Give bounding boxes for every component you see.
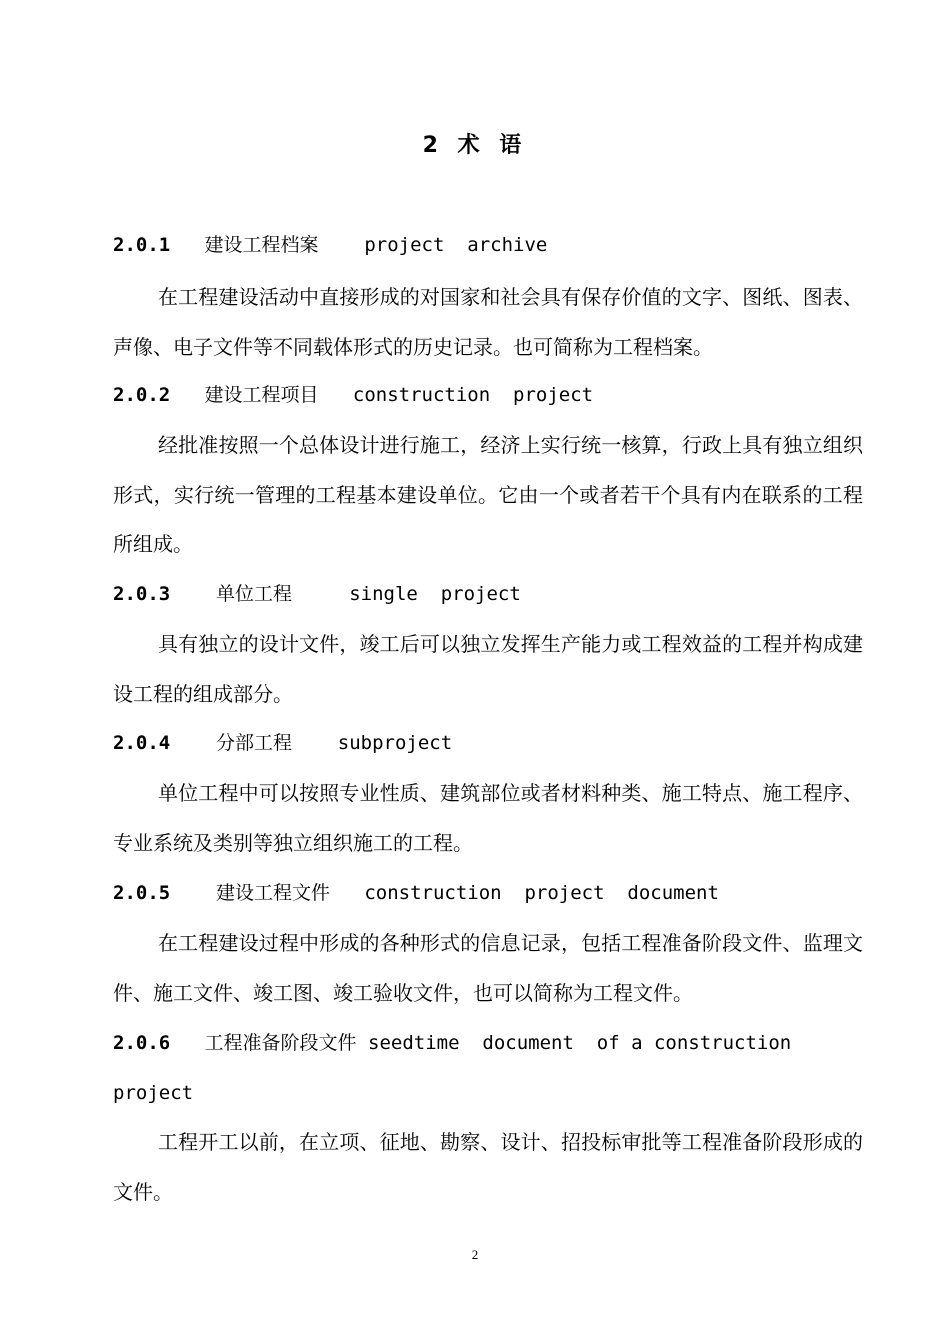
term-chinese: 单位工程	[215, 583, 292, 605]
term-chinese: 建设工程文件	[215, 882, 330, 904]
term-number: 2.0.3	[113, 583, 171, 605]
term-english: project archive	[364, 234, 548, 256]
term-english: construction project document	[364, 882, 719, 904]
term-number: 2.0.5	[113, 882, 171, 904]
term-english: single project	[349, 583, 521, 605]
term-heading	[113, 579, 853, 609]
term-definition: 单位工程中可以按照专业性质、建筑部位或者材料种类、施工特点、施工程序、专业系统及类别等独立组织施工的工程。	[113, 781, 863, 855]
term-heading	[113, 1028, 853, 1058]
term-number: 2.0.4	[113, 732, 171, 754]
term-number: 2.0.2	[113, 384, 171, 406]
term-chinese: 建设工程档案	[204, 234, 319, 256]
term-chinese: 分部工程	[215, 732, 292, 754]
term-number: 2.0.6	[113, 1032, 171, 1054]
section-title: 2 术 语	[422, 133, 528, 158]
term-heading	[113, 230, 853, 260]
term-chinese: 建设工程项目	[204, 384, 319, 406]
term-english: seedtime document of a construction	[368, 1032, 792, 1054]
page-number: 2	[471, 1247, 479, 1262]
term-chinese: 工程准备阶段文件	[204, 1032, 357, 1054]
term-definition: 工程开工以前，在立项、征地、勘察、设计、招投标审批等工程准备阶段形成的文件。	[113, 1130, 863, 1204]
term-heading	[113, 728, 853, 758]
term-definition: 在工程建设过程中形成的各种形式的信息记录，包括工程准备阶段文件、监理文件、施工文件、竣工图、竣工验收文件，也可以简称为工程文件。	[113, 931, 863, 1005]
term-english: subproject	[337, 732, 453, 754]
term-english: construction project	[352, 384, 594, 406]
term-english-continuation: project	[113, 1082, 194, 1104]
term-heading	[113, 878, 853, 908]
term-heading	[113, 380, 853, 410]
term-number: 2.0.1	[113, 234, 171, 256]
term-definition: 具有独立的设计文件，竣工后可以独立发挥生产能力或工程效益的工程并构成建设工程的组成部分。	[113, 632, 863, 706]
term-definition: 经批准按照一个总体设计进行施工，经济上实行统一核算，行政上具有独立组织形式，实行统一管理的工程基本建设单位。它由一个或者若干个具有内在联系的工程所组成。	[113, 433, 863, 556]
term-definition: 在工程建设活动中直接形成的对国家和社会具有保存价值的文字、图纸、图表、声像、电子文件等不同载体形式的历史记录。也可简称为工程档案。	[113, 285, 863, 359]
